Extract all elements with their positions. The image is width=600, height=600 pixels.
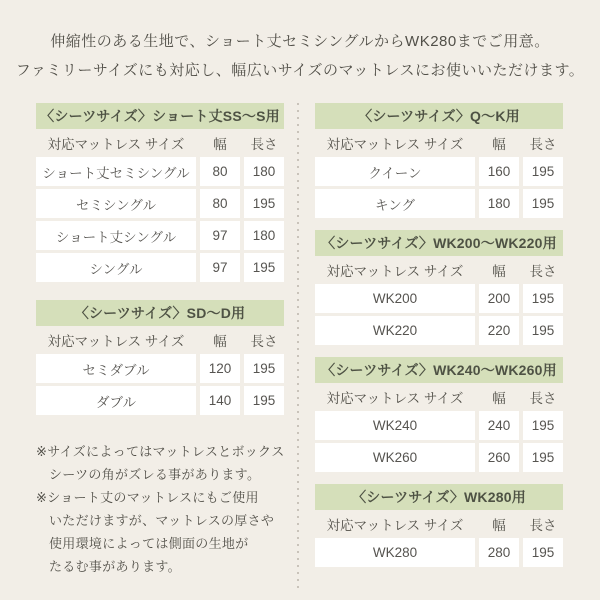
column-header-width: 幅 [213,334,227,349]
table-row [36,189,284,218]
cell-length-value: 195 [523,157,563,186]
column-header-length: 長さ [250,137,278,152]
notes [36,440,288,578]
sheet-size-table-wk240-wk260 [315,357,563,472]
column-header-length: 長さ [529,391,557,406]
column-header-length: 長さ [529,518,557,533]
table-title: 〈シーツサイズ〉ショート丈SS〜S用 [36,103,284,129]
table-row [315,316,563,345]
cell-size-name: キング [315,189,475,218]
sheet-size-table-wk280 [315,484,563,567]
cell-width-value: 97 [200,253,240,282]
cell-width-value: 200 [479,284,519,313]
cell-width-value: 80 [200,157,240,186]
cell-length-value: 180 [244,157,284,186]
column-header-width: 幅 [492,518,506,533]
table-row [315,411,563,440]
cell-width-value: 160 [479,157,519,186]
cell-size-name: WK240 [315,411,475,440]
column-header-size: 対応マットレス サイズ [326,518,464,533]
table-title: 〈シーツサイズ〉Q〜K用 [315,103,563,129]
note-line: たるむ事があります。 [49,559,181,574]
table-row [36,354,284,383]
column-header-size: 対応マットレス サイズ [326,391,464,406]
cell-size-name: WK220 [315,316,475,345]
cell-size-name: WK260 [315,443,475,472]
column-header-size: 対応マットレス サイズ [326,264,464,279]
column-header-width: 幅 [492,137,506,152]
note-line: ※ショート丈のマットレスにもご使用 [36,490,259,505]
sheet-size-table-q-k [315,103,563,218]
cell-size-name: ショート丈セミシングル [36,157,196,186]
cell-size-name: ショート丈シングル [36,221,196,250]
table-row [315,284,563,313]
cell-width-value: 220 [479,316,519,345]
table-row [315,443,563,472]
column-divider [297,103,299,591]
size-chart-content [0,103,600,591]
cell-length-value: 195 [523,284,563,313]
note-line: ※サイズによってはマットレスとボックス [36,444,285,459]
cell-size-name: WK280 [315,538,475,567]
cell-length-value: 195 [523,189,563,218]
column-header-size: 対応マットレス サイズ [326,137,464,152]
cell-size-name: セミダブル [36,354,196,383]
column-header-length: 長さ [529,264,557,279]
sheet-size-table-ss-s [36,103,284,282]
column-header-length: 長さ [529,137,557,152]
table-row [36,221,284,250]
cell-width-value: 140 [200,386,240,415]
cell-width-value: 240 [479,411,519,440]
column-header-width: 幅 [492,391,506,406]
cell-size-name: セミシングル [36,189,196,218]
column-header-size: 対応マットレス サイズ [47,334,185,349]
table-title: 〈シーツサイズ〉WK200〜WK220用 [315,230,563,256]
cell-width-value: 280 [479,538,519,567]
cell-width-value: 97 [200,221,240,250]
cell-size-name: シングル [36,253,196,282]
intro-line-2: ファミリーサイズにも対応し、幅広いサイズのマットレスにお使いいただけます。 [15,62,585,79]
cell-size-name: クイーン [315,157,475,186]
cell-length-value: 195 [244,253,284,282]
note-line: いただけますが、マットレスの厚さや [49,513,275,528]
cell-width-value: 260 [479,443,519,472]
sheet-size-table-sd-d [36,300,284,415]
note-line: 使用環境によっては側面の生地が [49,536,249,551]
table-row [315,189,563,218]
sheet-size-table-wk200-wk220 [315,230,563,345]
intro-line-1: 伸縮性のある生地で、ショート丈セミシングルからWK280までご用意。 [50,33,550,50]
cell-size-name: ダブル [36,386,196,415]
table-row [315,538,563,567]
table-column-header [36,129,284,157]
cell-length-value: 195 [523,411,563,440]
cell-size-name: WK200 [315,284,475,313]
cell-length-value: 195 [244,354,284,383]
table-column-header [36,326,284,354]
cell-length-value: 195 [523,538,563,567]
column-header-width: 幅 [492,264,506,279]
table-row [36,253,284,282]
table-column-header [315,129,563,157]
cell-width-value: 180 [479,189,519,218]
table-title: 〈シーツサイズ〉SD〜D用 [36,300,284,326]
note-item [36,440,288,486]
cell-length-value: 195 [244,189,284,218]
column-header-width: 幅 [213,137,227,152]
left-column [36,103,284,591]
note-line: シーツの角がズレる事があります。 [49,467,261,482]
cell-length-value: 195 [523,316,563,345]
cell-width-value: 120 [200,354,240,383]
cell-length-value: 180 [244,221,284,250]
cell-length-value: 195 [523,443,563,472]
cell-length-value: 195 [244,386,284,415]
note-item [36,486,288,578]
table-title: 〈シーツサイズ〉WK240〜WK260用 [315,357,563,383]
table-column-header [315,256,563,284]
table-row [36,157,284,186]
table-row [36,386,284,415]
table-column-header [315,383,563,411]
column-header-length: 長さ [250,334,278,349]
intro-text [0,0,600,85]
right-column [315,103,563,591]
cell-width-value: 80 [200,189,240,218]
table-row [315,157,563,186]
table-column-header [315,510,563,538]
table-title: 〈シーツサイズ〉WK280用 [315,484,563,510]
column-header-size: 対応マットレス サイズ [47,137,185,152]
